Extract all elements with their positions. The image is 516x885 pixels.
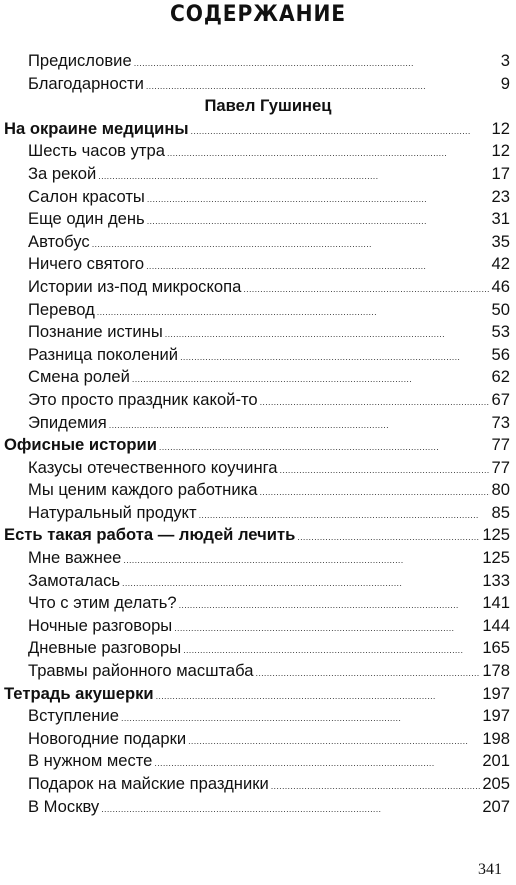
toc-entry-page: 165: [482, 638, 510, 658]
toc-entry-page: 31: [491, 209, 510, 229]
dot-leader: [132, 366, 490, 391]
toc-entry: [0, 592, 516, 615]
dot-leader: [256, 660, 481, 685]
toc-entry: [0, 479, 516, 502]
toc-section-page: 197: [482, 683, 510, 703]
toc-entry: [0, 705, 516, 728]
toc-entry: [0, 570, 516, 593]
toc-entry-title: Автобус: [28, 231, 90, 251]
dot-leader: [122, 570, 480, 595]
toc-entry: [0, 299, 516, 322]
toc-entry: [0, 637, 516, 660]
toc-entry-page: 56: [491, 344, 510, 364]
page-number: 341: [478, 861, 502, 878]
toc-entry: [0, 321, 516, 344]
dot-leader: [134, 50, 499, 75]
toc-entry-title: В Москву: [28, 796, 100, 816]
toc-entry-title: Что с этим делать?: [28, 593, 177, 613]
toc-entry: [0, 547, 516, 570]
toc-entry: [0, 412, 516, 435]
toc-entry-title: Эпидемия: [28, 412, 107, 432]
dot-leader: [109, 412, 490, 437]
toc-entry-title: Смена ролей: [28, 367, 130, 387]
toc-entry-title: Казусы отечественного коучинга: [28, 457, 278, 477]
toc-entry-title: Ночные разговоры: [28, 615, 173, 635]
dot-leader: [174, 615, 480, 640]
toc-section-page: 12: [491, 118, 510, 138]
dot-leader: [92, 231, 490, 256]
toc-entry-page: 141: [482, 593, 510, 613]
toc-entry: [0, 163, 516, 186]
toc-entry-title: Травмы районного масштаба: [28, 661, 254, 681]
contents-heading: СОДЕРЖАНИЕ: [169, 2, 347, 27]
toc-entry-title: Это просто праздник какой-то: [28, 389, 258, 409]
toc-entry: [0, 660, 516, 683]
dot-leader: [188, 728, 480, 753]
toc-entry: [0, 796, 516, 819]
dot-leader: [191, 118, 490, 143]
dot-leader: [101, 796, 480, 821]
toc-entry-title: Перевод: [28, 299, 95, 319]
toc-entry-title: Мне важнее: [28, 548, 122, 568]
toc-entry-title: Дневные разговоры: [28, 638, 182, 658]
toc-entry-title: В нужном месте: [28, 751, 153, 771]
dot-leader: [159, 434, 490, 459]
toc-entry-page: 62: [491, 367, 510, 387]
toc-entry: [0, 186, 516, 209]
dot-leader: [147, 208, 490, 233]
toc-entry-title: Благодарности: [28, 73, 144, 93]
dot-leader: [97, 299, 490, 324]
toc-entry-title: За рекой: [28, 163, 97, 183]
dot-leader: [271, 773, 481, 798]
toc-section: [0, 434, 516, 457]
dot-leader: [98, 163, 489, 188]
toc-section: [0, 683, 516, 706]
toc-entry-page: 201: [482, 751, 510, 771]
toc-entry: [0, 231, 516, 254]
toc-entry-page: 50: [491, 299, 510, 319]
toc-entry-title: Новогодние подарки: [28, 728, 187, 748]
toc-entry-page: 205: [482, 774, 510, 793]
toc-entry-page: 77: [491, 457, 510, 477]
toc-entry: [0, 457, 516, 480]
toc-section-title: На окраине медицины: [4, 118, 189, 138]
dot-leader: [146, 253, 489, 278]
dot-leader: [167, 140, 490, 165]
toc-entry: [0, 208, 516, 231]
dot-leader: [154, 750, 480, 775]
toc-entry: [0, 50, 516, 73]
dot-leader: [243, 276, 489, 301]
toc-entry: [0, 502, 516, 525]
toc-section: [0, 118, 516, 141]
toc-entry-page: 85: [491, 502, 510, 522]
dot-leader: [260, 389, 490, 414]
toc-entry-page: 198: [482, 728, 510, 748]
toc-entry-title: Истории из-под микроскопа: [28, 276, 242, 296]
toc-entry-title: Разница поколений: [28, 344, 179, 364]
toc-entry-page: 17: [491, 163, 510, 183]
author-heading: Павел Гушинец: [204, 96, 332, 116]
dot-leader: [179, 592, 481, 617]
dot-leader: [280, 457, 490, 482]
toc-entry: [0, 615, 516, 638]
toc-entry-title: Предисловие: [28, 51, 132, 70]
toc-section-title: Офисные истории: [4, 435, 157, 455]
toc-entry-page: 46: [491, 276, 510, 296]
toc-entry-page: 178: [482, 661, 510, 681]
toc-section-title: Есть такая работа — людей лечить: [4, 525, 296, 545]
toc-section-page: 125: [482, 525, 510, 545]
table-of-contents: [0, 50, 516, 818]
toc-section-title: Тетрадь акушерки: [4, 683, 154, 703]
toc-entry-page: 80: [491, 480, 510, 500]
toc-entry: [0, 73, 516, 96]
toc-entry: [0, 344, 516, 367]
toc-entry: [0, 773, 516, 796]
toc-entry-title: Натуральный продукт: [28, 502, 197, 522]
toc-entry-title: Вступление: [28, 706, 120, 726]
toc-entry-title: Познание истины: [28, 322, 163, 342]
dot-leader: [259, 479, 489, 504]
dot-leader: [180, 344, 489, 369]
toc-entry-page: 144: [482, 615, 510, 635]
toc-entry-page: 67: [491, 389, 510, 409]
toc-entry-page: 42: [491, 254, 510, 274]
toc-entry-title: Еще один день: [28, 209, 145, 229]
toc-entry-page: 53: [491, 322, 510, 342]
toc-entry: [0, 728, 516, 751]
toc-entry-page: 207: [482, 796, 510, 816]
toc-entry-title: Шесть часов утра: [28, 141, 165, 161]
toc-entry: [0, 253, 516, 276]
toc-section-page: 77: [491, 435, 510, 455]
toc-entry-page: 9: [500, 73, 510, 93]
dot-leader: [147, 186, 490, 211]
toc-entry: [0, 276, 516, 299]
dot-leader: [165, 321, 490, 346]
dot-leader: [156, 683, 481, 708]
dot-leader: [183, 637, 480, 662]
toc-section: [0, 524, 516, 547]
toc-entry-page: 12: [491, 141, 510, 161]
dot-leader: [123, 547, 480, 572]
toc-entry-title: Замоталась: [28, 570, 121, 590]
toc-entry-page: 197: [482, 706, 510, 726]
toc-entry: [0, 366, 516, 389]
toc-entry: [0, 140, 516, 163]
toc-entry-page: 23: [491, 186, 510, 206]
dot-leader: [121, 705, 480, 730]
toc-entry-page: 73: [491, 412, 510, 432]
toc-entry-page: 35: [491, 231, 510, 251]
toc-entry-title: Мы ценим каждого работника: [28, 480, 258, 500]
toc-entry-page: 3: [500, 51, 510, 70]
dot-leader: [297, 524, 480, 549]
toc-entry-title: Подарок на майские праздники: [28, 774, 269, 793]
dot-leader: [146, 73, 499, 98]
toc-entry-title: Ничего святого: [28, 254, 145, 274]
toc-entry-title: Салон красоты: [28, 186, 145, 206]
toc-entry: [0, 750, 516, 773]
dot-leader: [199, 502, 490, 527]
toc-entry-page: 125: [482, 548, 510, 568]
toc-entry: [0, 389, 516, 412]
toc-entry-page: 133: [482, 570, 510, 590]
